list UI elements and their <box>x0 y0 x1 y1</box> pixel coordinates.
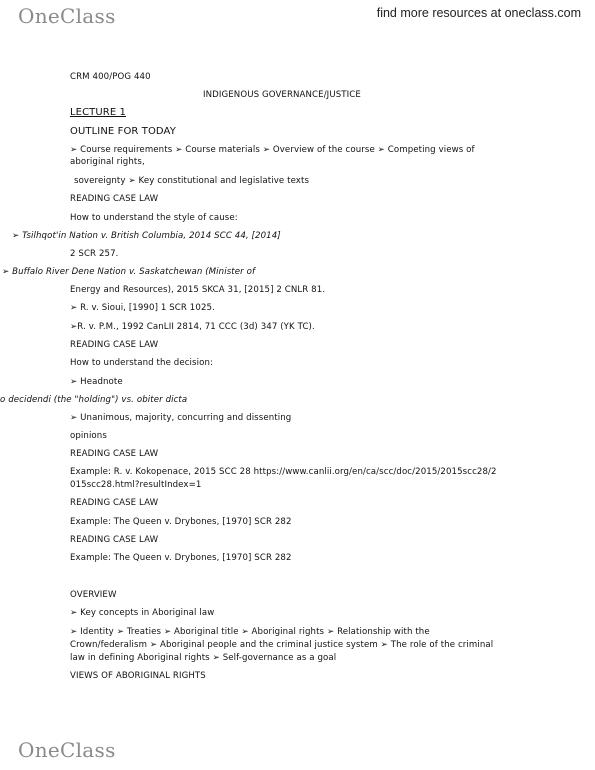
text-line: aboriginal rights, <box>70 157 145 167</box>
document-title: INDIGENOUS GOVERNANCE/JUSTICE <box>203 90 361 100</box>
outline-heading: OUTLINE FOR TODAY <box>70 126 176 137</box>
section-heading: READING CASE LAW <box>70 535 159 545</box>
oneclass-logo-footer: OneClass <box>18 738 116 762</box>
section-heading: READING CASE LAW <box>70 194 159 204</box>
text-line: Example: The Queen v. Drybones, [1970] SCR 282 <box>70 553 292 563</box>
text-line: ➢ Unanimous, majority, concurring and dissenting <box>70 413 292 423</box>
text-line: ➢ Course requirements ➢ Course materials ➢ Overview of the course ➢ Competing views of <box>70 145 475 155</box>
text-line: Crown/federalism ➢ Aboriginal people and the criminal justice system ➢ The role of the criminal <box>70 640 494 650</box>
text-line: law in defining Aboriginal rights ➢ Self-governance as a goal <box>70 653 337 663</box>
course-code: CRM 400/POG 440 <box>70 72 151 82</box>
text-line: 015scc28.html?resultIndex=1 <box>70 480 202 490</box>
text-line: Energy and Resources), 2015 SKCA 31, [2015] 2 CNLR 81. <box>70 285 326 295</box>
text-line: Example: R. v. Kokopenace, 2015 SCC 28 https://www.canlii.org/en/ca/scc/doc/2015/2015scc28/2 <box>70 467 497 477</box>
case-citation: ➢R. v. P.M., 1992 CanLII 2814, 71 CCC (3d) 347 (YK TC). <box>70 322 315 332</box>
section-heading: READING CASE LAW <box>70 449 159 459</box>
text-line: How to understand the decision: <box>70 358 214 368</box>
text-line: 2 SCR 257. <box>70 249 119 259</box>
case-citation: ➢ R. v. Sioui, [1990] 1 SCR 1025. <box>70 303 215 313</box>
text-line: How to understand the style of cause: <box>70 213 238 223</box>
section-heading: OVERVIEW <box>70 590 117 600</box>
case-citation: ➢ Buffalo River Dene Nation v. Saskatchewan (Minister of <box>2 267 256 277</box>
header-tagline: find more resources at oneclass.com <box>376 6 581 20</box>
text-line: sovereignty ➢ Key constitutional and legislative texts <box>74 176 310 186</box>
text-line: ➢ Identity ➢ Treaties ➢ Aboriginal title ➢ Aboriginal rights ➢ Relationship with the <box>70 627 430 637</box>
section-heading: VIEWS OF ABORIGINAL RIGHTS <box>70 671 206 681</box>
text-line: Example: The Queen v. Drybones, [1970] SCR 282 <box>70 517 292 527</box>
page-header <box>0 0 595 30</box>
text-line: ➢ Key concepts in Aboriginal law <box>70 608 215 618</box>
text-line: o decidendi (the "holding") vs. obiter dicta <box>0 395 188 405</box>
section-heading: READING CASE LAW <box>70 340 159 350</box>
case-citation: ➢ Tsilhqot'in Nation v. British Columbia, 2014 SCC 44, [2014] <box>12 231 281 241</box>
text-line: ➢ Headnote <box>70 377 123 387</box>
lecture-heading: LECTURE 1 <box>70 107 127 118</box>
text-line: opinions <box>70 431 107 441</box>
section-heading: READING CASE LAW <box>70 498 159 508</box>
oneclass-logo: OneClass <box>18 4 116 28</box>
